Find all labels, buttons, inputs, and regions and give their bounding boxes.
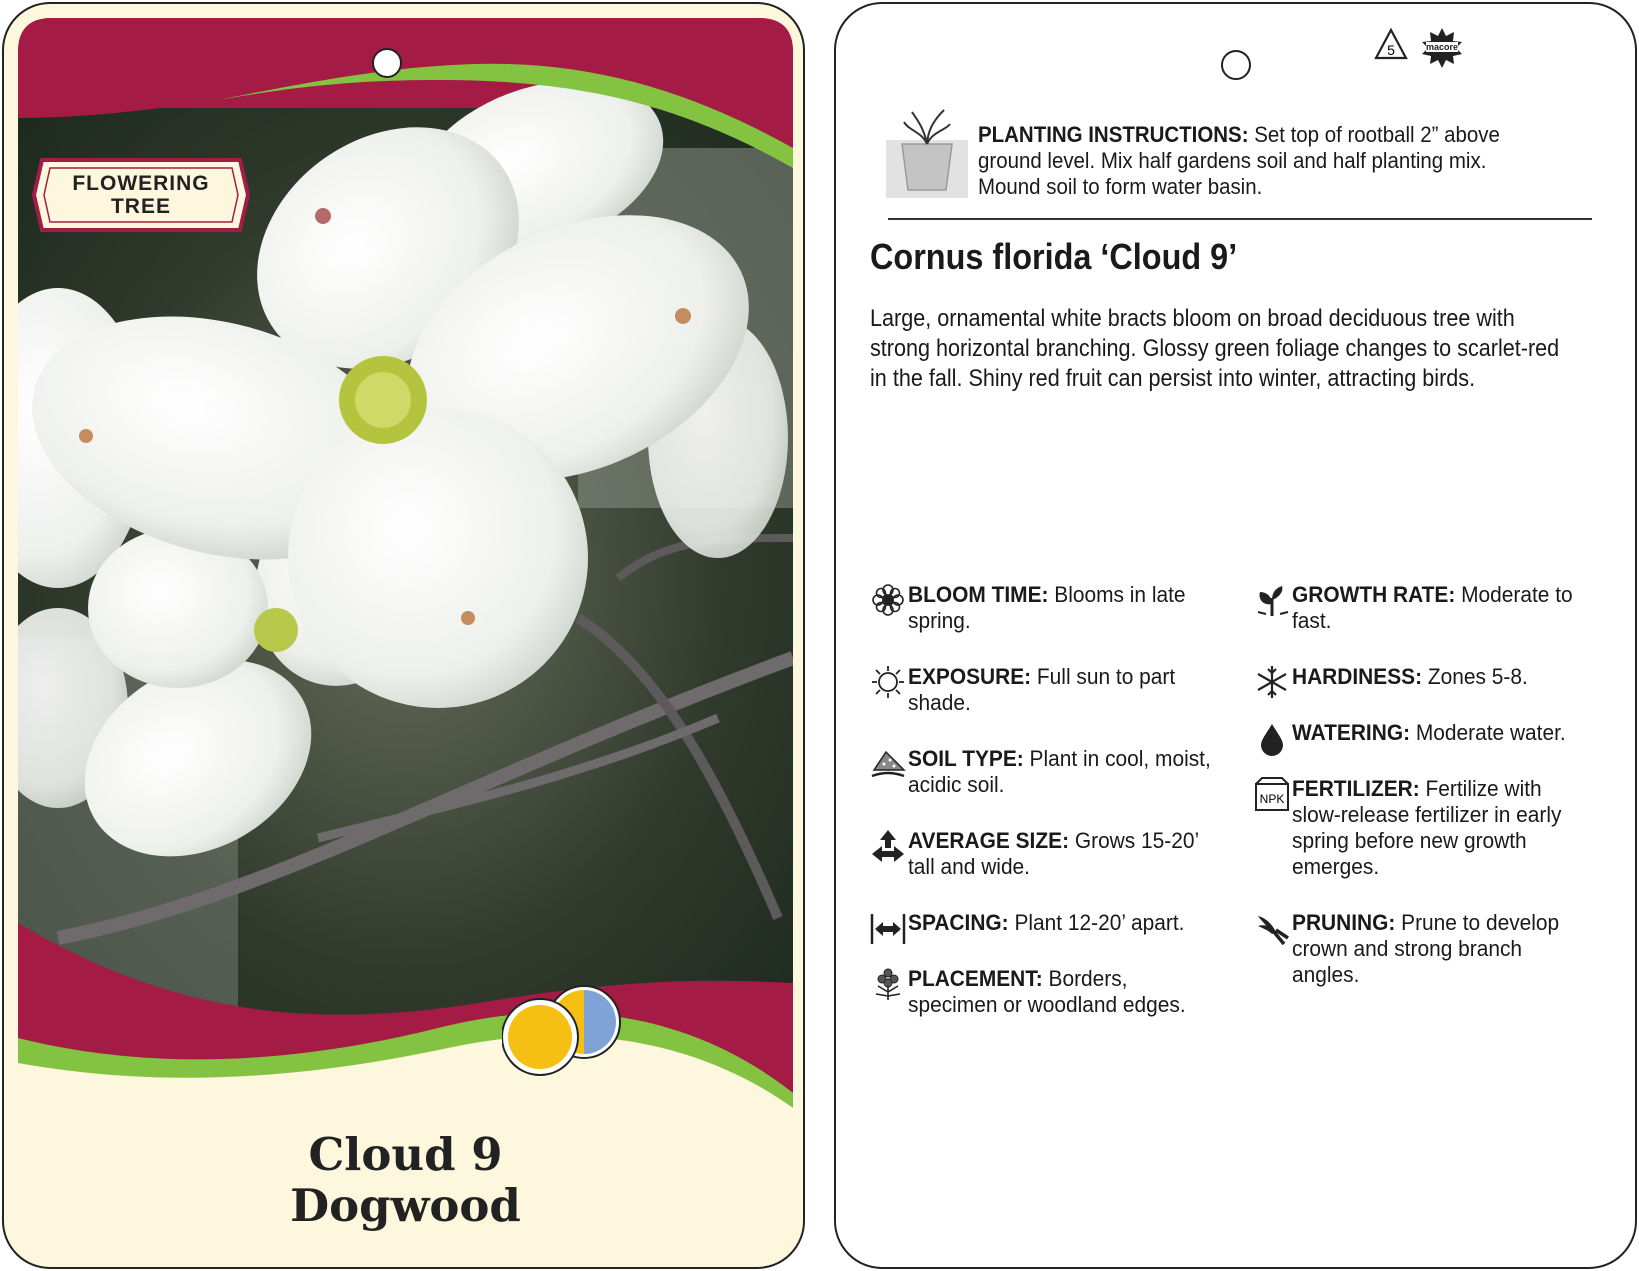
exposure-icons [502, 982, 642, 1082]
pruning-shears-icon [1254, 910, 1290, 946]
back-tag-card: 5 macore PLANTING INSTRUCTIONS: Set top of rootball 2” above ground level. Mix half gardens soil and half planting mix. Mound soil to form water basin. Cornus florida ‘Cloud 9’ Large, ornamental white bracts bloom on broad deciduous tree with strong horizontal branching. Glossy green foliage changes to scarlet-red in the fall. Shiny red fruit can persist into winter, attracting birds. BLOOM TIME: Blooms in late spring. EXPOSURE: Full sun to part shade. SOIL TYPE: Plant in cool, moist, acidic soil. AVERAGE SIZE: Grows 15-20’ tall and wide. SPACING: Plant 12-20’ apart. PLACEMENT: Borders, specimen or woodland edges. GROWTH RATE: Moderate to fast. HARDINESS: Zones 5-8. WATERING: Moderate water. NPK FERTILIZER: Fertilize with slow-release fertilizer in early spring before new growth emerges. PRUNING: Prune to develop crown and strong branch angles. [834, 2, 1637, 1269]
hang-hole [1221, 50, 1251, 80]
spacing-icon [870, 910, 906, 946]
svg-text:macore: macore [1425, 42, 1459, 52]
recycle-logos [1374, 26, 1472, 68]
full-sun-icon [502, 999, 578, 1075]
planting-instructions [978, 122, 1555, 200]
botanical-name: Cornus florida ‘Cloud 9’ [870, 236, 1238, 277]
svg-text:NPK: NPK [1259, 792, 1285, 806]
planting-label: PLANTING INSTRUCTIONS: [978, 122, 1249, 147]
common-name-line-1: Cloud 9 [308, 1128, 503, 1181]
water-drop-icon [1254, 720, 1290, 756]
flower-icon [870, 582, 906, 618]
snowflake-icon [1254, 664, 1290, 700]
fertilizer-bag-icon [1254, 776, 1290, 812]
plant-description: Large, ornamental white bracts bloom on broad deciduous tree with strong horizontal branching. Glossy green foliage changes to scarlet-red in the fall. Shiny red fruit can persist into winter, attracting birds. [870, 305, 1560, 392]
planting-pot-icon [886, 108, 968, 198]
soil-icon [870, 746, 906, 782]
planting-text: Set top of rootball 2” above ground level. Mix half gardens soil and half planting mix. Mound soil to form water basin. [978, 122, 1500, 199]
category-badge [32, 152, 250, 238]
size-arrows-icon [870, 828, 906, 864]
svg-text:5: 5 [1387, 42, 1395, 58]
macore-logo-icon [1422, 28, 1462, 68]
common-name-line-2: Dogwood [290, 1179, 521, 1232]
recycle-icon [1376, 30, 1406, 58]
sprout-icon [1254, 582, 1290, 618]
plant-cluster-icon [870, 966, 906, 1002]
common-name [4, 1129, 805, 1231]
category-line-1: FLOWERING [72, 172, 210, 195]
category-line-2: TREE [110, 195, 171, 218]
hang-hole [372, 48, 402, 78]
front-tag-card [2, 2, 805, 1269]
divider-line [888, 218, 1592, 220]
sun-icon [870, 664, 906, 700]
